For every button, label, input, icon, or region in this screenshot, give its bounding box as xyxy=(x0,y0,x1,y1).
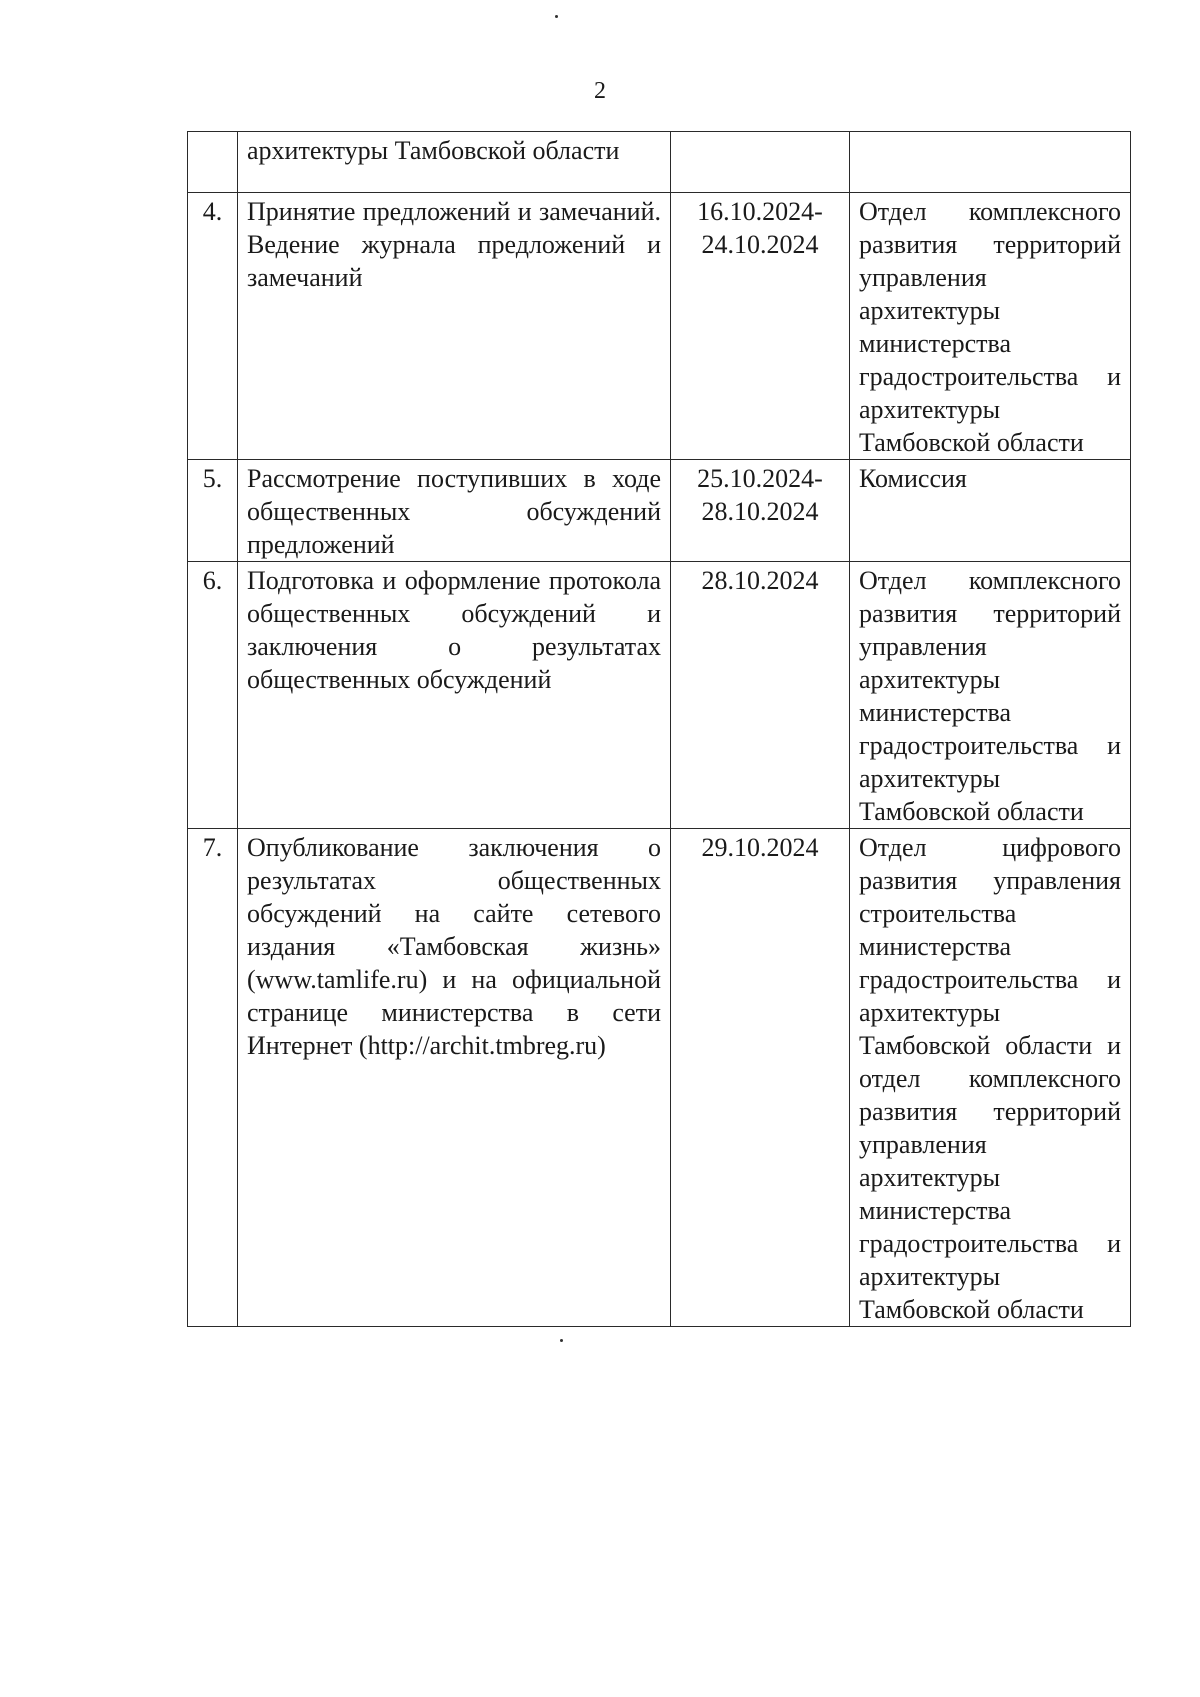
row-number-cell: 6. xyxy=(188,562,238,829)
event-cell: Опубликование заключения о результатах общественных обсуждений на сайте сетевого издания «Тамбовская жизнь» (www.tamlife.ru) и на официальной странице министерства в сети Интернет (http://archit.tmbreg.ru) xyxy=(238,829,671,1327)
responsible-cell xyxy=(850,132,1131,193)
responsible-cell: Комиссия xyxy=(850,460,1131,562)
page-number: 2 xyxy=(594,78,606,104)
date-cell: 16.10.2024- 24.10.2024 xyxy=(671,193,850,460)
date-cell: 25.10.2024- 28.10.2024 xyxy=(671,460,850,562)
table-row xyxy=(188,829,1131,1327)
row-number-cell: 7. xyxy=(188,829,238,1327)
event-cell: Принятие предложений и замечаний. Ведение журнала предложений и замечаний xyxy=(238,193,671,460)
event-cell: архитектуры Тамбовской области xyxy=(238,132,671,193)
event-cell: Рассмотрение поступивших в ходе общественных обсуждений предложений xyxy=(238,460,671,562)
responsible-cell: Отдел комплексного развития территорий управления архитектуры министерства градостроительства и архитектуры Тамбовской области xyxy=(850,193,1131,460)
table-row xyxy=(188,460,1131,562)
table-row xyxy=(188,193,1131,460)
date-cell: 29.10.2024 xyxy=(671,829,850,1327)
date-cell: 28.10.2024 xyxy=(671,562,850,829)
row-number-cell xyxy=(188,132,238,193)
schedule-table xyxy=(187,131,1131,1327)
row-number-cell: 4. xyxy=(188,193,238,460)
table-row xyxy=(188,562,1131,829)
row-number-cell: 5. xyxy=(188,460,238,562)
scan-speck xyxy=(560,1339,563,1342)
event-cell: Подготовка и оформление протокола общественных обсуждений и заключения о результатах общественных обсуждений xyxy=(238,562,671,829)
table-row xyxy=(188,132,1131,193)
scan-speck xyxy=(555,15,558,18)
responsible-cell: Отдел комплексного развития территорий управления архитектуры министерства градостроительства и архитектуры Тамбовской области xyxy=(850,562,1131,829)
date-cell xyxy=(671,132,850,193)
responsible-cell: Отдел цифрового развития управления строительства министерства градостроительства и архитектуры Тамбовской области и отдел комплексного развития территорий управления архитектуры министерства градостроительства и архитектуры Тамбовской области xyxy=(850,829,1131,1327)
